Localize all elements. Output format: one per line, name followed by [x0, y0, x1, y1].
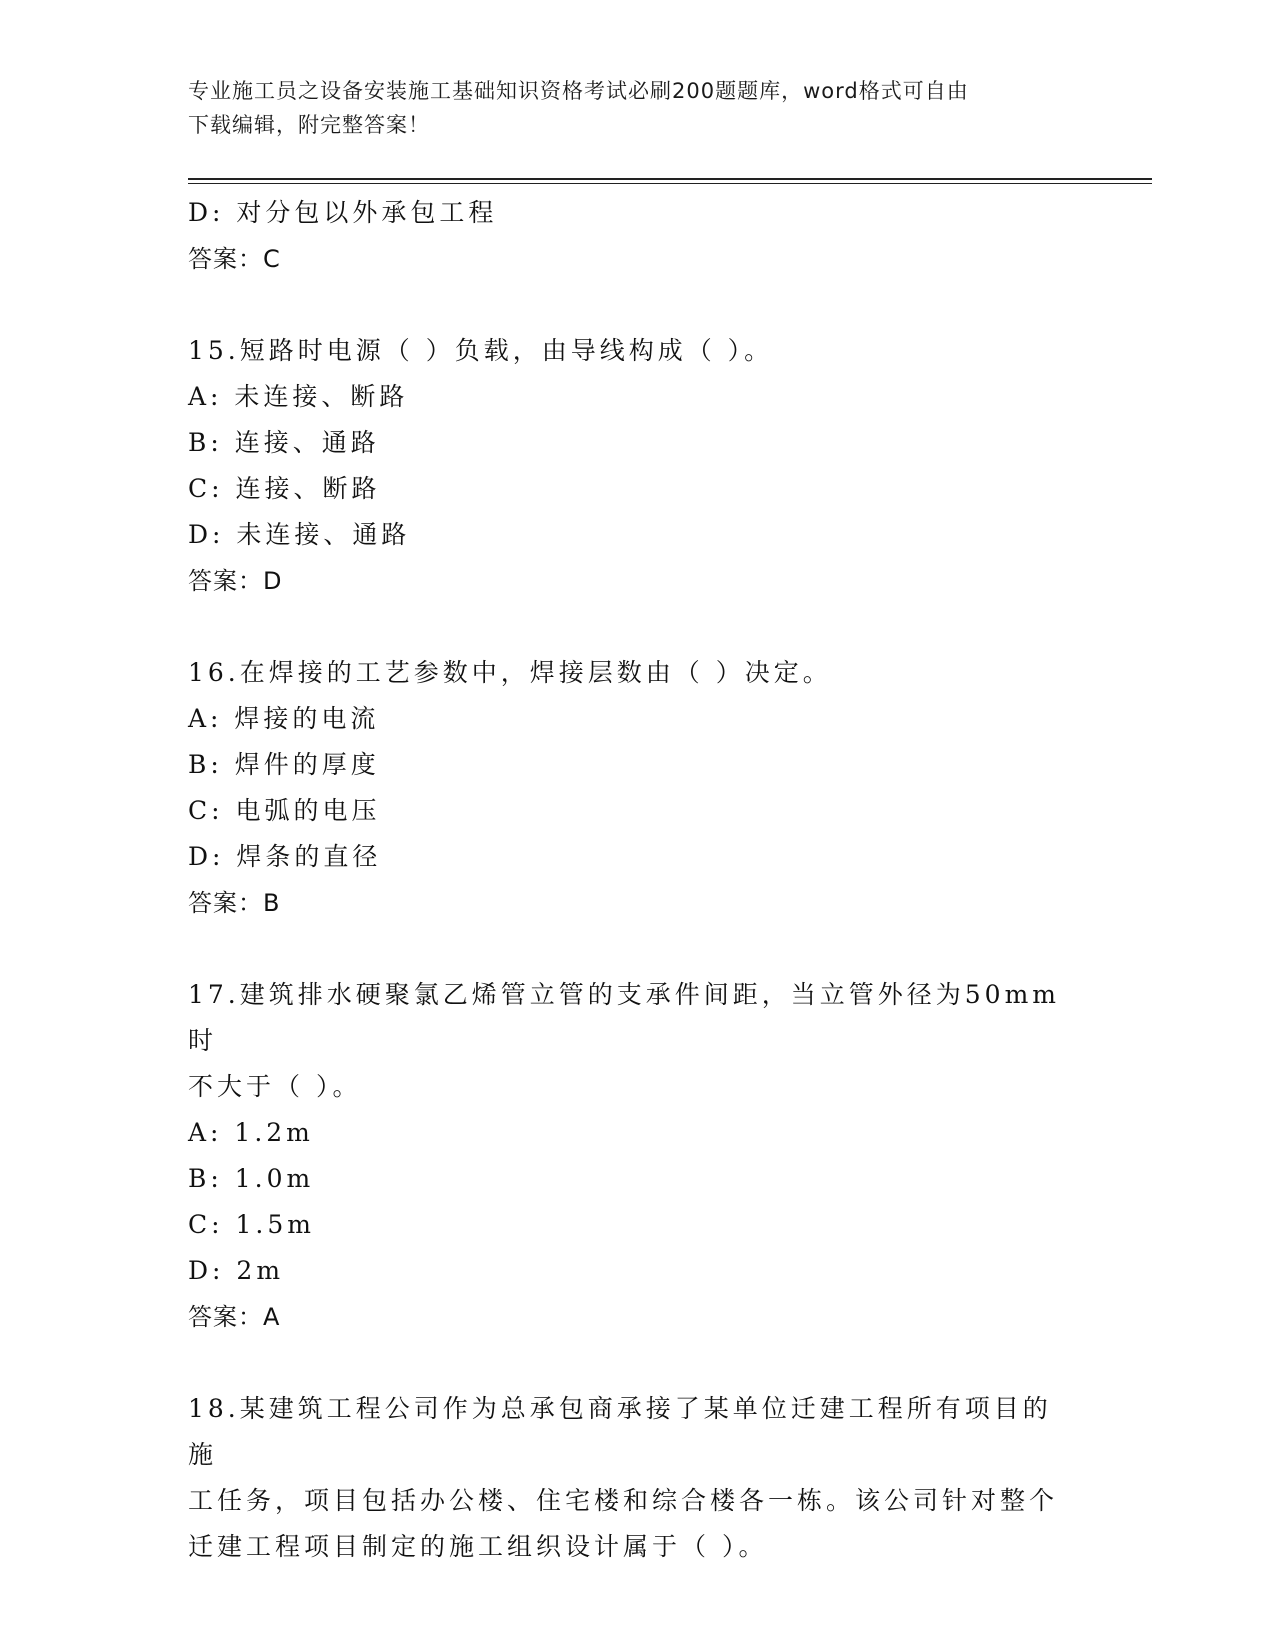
question-text-line-1: 17.建筑排水硬聚氯乙烯管立管的支承件间距，当立管外径为50mm时 — [188, 980, 1060, 1055]
question-text-line-2: 不大于（ ）。 — [188, 1072, 362, 1101]
header-rule-thin — [188, 183, 1152, 184]
header-line-2: 下载编辑，附完整答案！ — [188, 113, 430, 137]
option-a: A: 焊接的电流 — [188, 704, 380, 733]
header-line-1: 专业施工员之设备安装施工基础知识资格考试必刷200题题库，word格式可自由 — [188, 79, 969, 103]
question-block-17 — [188, 972, 1068, 1340]
option-a: A: 未连接、断路 — [188, 382, 409, 411]
option-a: A: 1.2m — [188, 1118, 314, 1147]
document-header — [188, 74, 1078, 142]
question-block-prev — [188, 190, 1068, 282]
question-text-line-3: 迁建工程项目制定的施工组织设计属于（ ）。 — [188, 1532, 768, 1561]
option-b: B: 连接、通路 — [188, 428, 380, 457]
option-d: D: 对分包以外承包工程 — [188, 198, 498, 227]
question-text: 16.在焊接的工艺参数中，焊接层数由（ ）决定。 — [188, 658, 832, 687]
option-c: C: 连接、断路 — [188, 474, 381, 503]
question-text-line-2: 工任务，项目包括办公楼、住宅楼和综合楼各一栋。该公司针对整个 — [188, 1486, 1059, 1515]
option-b: B: 焊件的厚度 — [188, 750, 380, 779]
option-d: D: 2m — [188, 1256, 285, 1285]
option-c: C: 1.5m — [188, 1210, 315, 1239]
question-text: 15.短路时电源（ ）负载，由导线构成（ ）。 — [188, 336, 774, 365]
option-c: C: 电弧的电压 — [188, 796, 381, 825]
answer-line: 答案：A — [188, 1303, 281, 1331]
question-list — [188, 190, 1068, 1570]
option-d: D: 焊条的直径 — [188, 842, 382, 871]
answer-line: 答案：D — [188, 567, 283, 595]
header-rule-thick — [188, 178, 1152, 180]
question-block-15 — [188, 328, 1068, 604]
answer-line: 答案：C — [188, 245, 281, 273]
option-b: B: 1.0m — [188, 1164, 315, 1193]
question-block-18 — [188, 1386, 1068, 1570]
question-text-line-1: 18.某建筑工程公司作为总承包商承接了某单位迁建工程所有项目的施 — [188, 1394, 1052, 1469]
option-d: D: 未连接、通路 — [188, 520, 411, 549]
question-block-16 — [188, 650, 1068, 926]
answer-line: 答案：B — [188, 889, 281, 917]
